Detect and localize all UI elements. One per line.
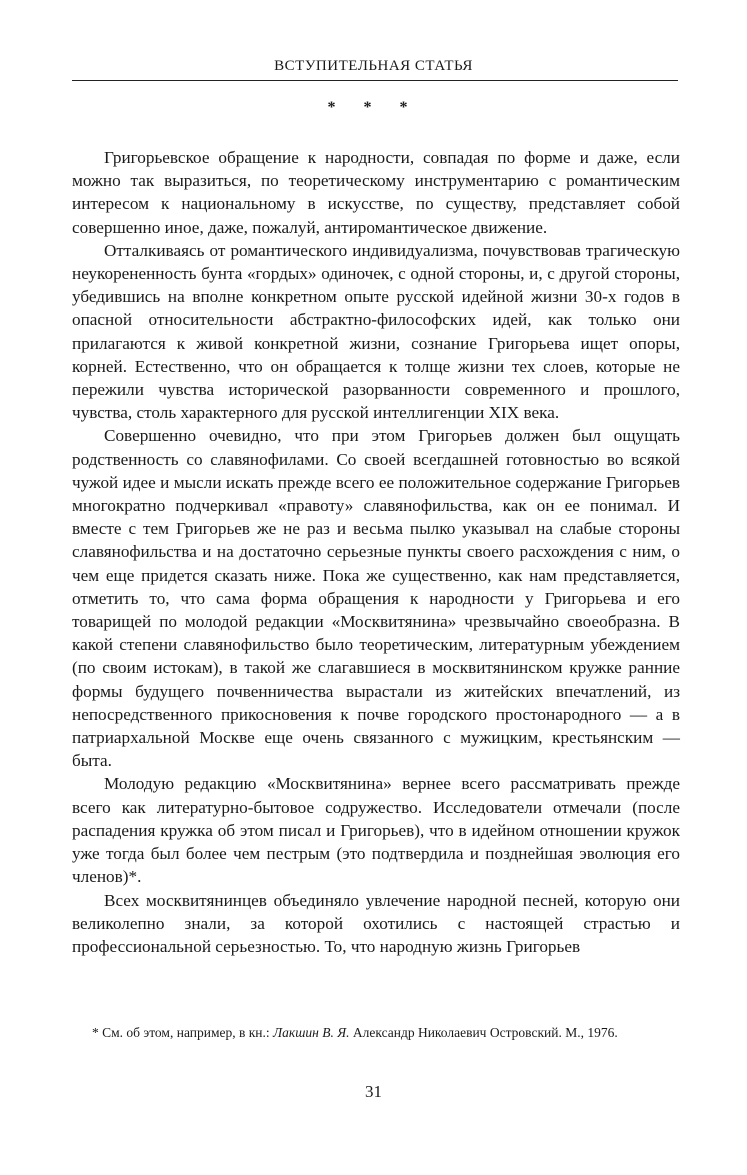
- section-separator: * * *: [327, 99, 420, 116]
- page-number: 31: [365, 1082, 382, 1101]
- main-text: [72, 146, 680, 958]
- footnote-rest: Александр Николаевич Островский. М., 1976.: [349, 1025, 618, 1040]
- footnote-author: Лакшин В. Я.: [273, 1025, 350, 1040]
- paragraph-1: Григорьевское обращение к народности, совпадая по форме и даже, если можно так выразиться, по теоретическому инструментарию с романтическим интересом к национальному в искусстве, по существу, представляет собой совершенно иное, даже, пожалуй, антиромантическое движение.: [72, 148, 680, 237]
- paragraph-3: Совершенно очевидно, что при этом Григорьев должен был ощущать родственность со славянофилами. Со своей всегдашней готовностью во всякой чужой идее и мысли искать прежде всего ее положительное содержание Григорьев многократно подчеркивал «правоту» славянофильства, как он ее понимал. И вместе с тем Григорьев же не раз и весьма пылко указывал на слабые стороны славянофильства и на достаточно серьезные пункты своего расхождения с ним, о чем еще придется сказать ниже. Пока же существенно, как нам представляется, отметить то, что сама форма обращения к народности у Григорьева и его товарищей по молодой редакции «Москвитянина» чрезвычайно своеобразна. В какой степени славянофильство было теоретическим, литературным убеждением (по своим истокам), в такой же слагавшиеся в москвитянинском кружке ранние формы будущего почвенничества вырастали из житейских впечатлений, из непосредственного прикосновения к почве городского простонародного — а в патриархальной Москве еще очень связанного с мужицким, крестьянским — быта.: [72, 426, 680, 771]
- paragraph-5: Всех москвитянинцев объединяло увлечение народной песней, которую они великолепно знали, за которой охотились с настоящей страстью и профессиональной серьезностью. То, что народную жизнь Григорьев: [72, 890, 680, 956]
- footnote-prefix: * См. об этом, например, в кн.:: [92, 1025, 274, 1040]
- header-rule: [72, 80, 678, 81]
- running-header: ВСТУПИТЕЛЬНАЯ СТАТЬЯ: [274, 58, 473, 74]
- paragraph-2: Отталкиваясь от романтического индивидуализма, почувствовав трагическую неукорененность бунта «гордых» одиночек, с одной стороны, и, с другой стороны, убедившись на вполне конкретном опыте русской идейной жизни 30-х годов в опасной относительности абстрактно-философских идей, как только они прилагаются к живой конкретной жизни, сознание Григорьева ищет опоры, корней. Естественно, что он обращается к толще жизни тех слоев, которые не пережили чувства исторической разорванности современного и прошлого, чувства, столь характерного для русской интеллигенции XIX века.: [72, 240, 680, 423]
- footnote: [72, 1023, 680, 1043]
- paragraph-4: Молодую редакцию «Москвитянина» вернее всего рассматривать прежде всего как литературно-бытовое содружество. Исследователи отмечали (после распадения кружка об этом писал и Григорьев), что в идейном отношении кружок уже тогда был более чем пестрым (это подтвердила и позднейшая эволюция его членов)*.: [72, 774, 680, 887]
